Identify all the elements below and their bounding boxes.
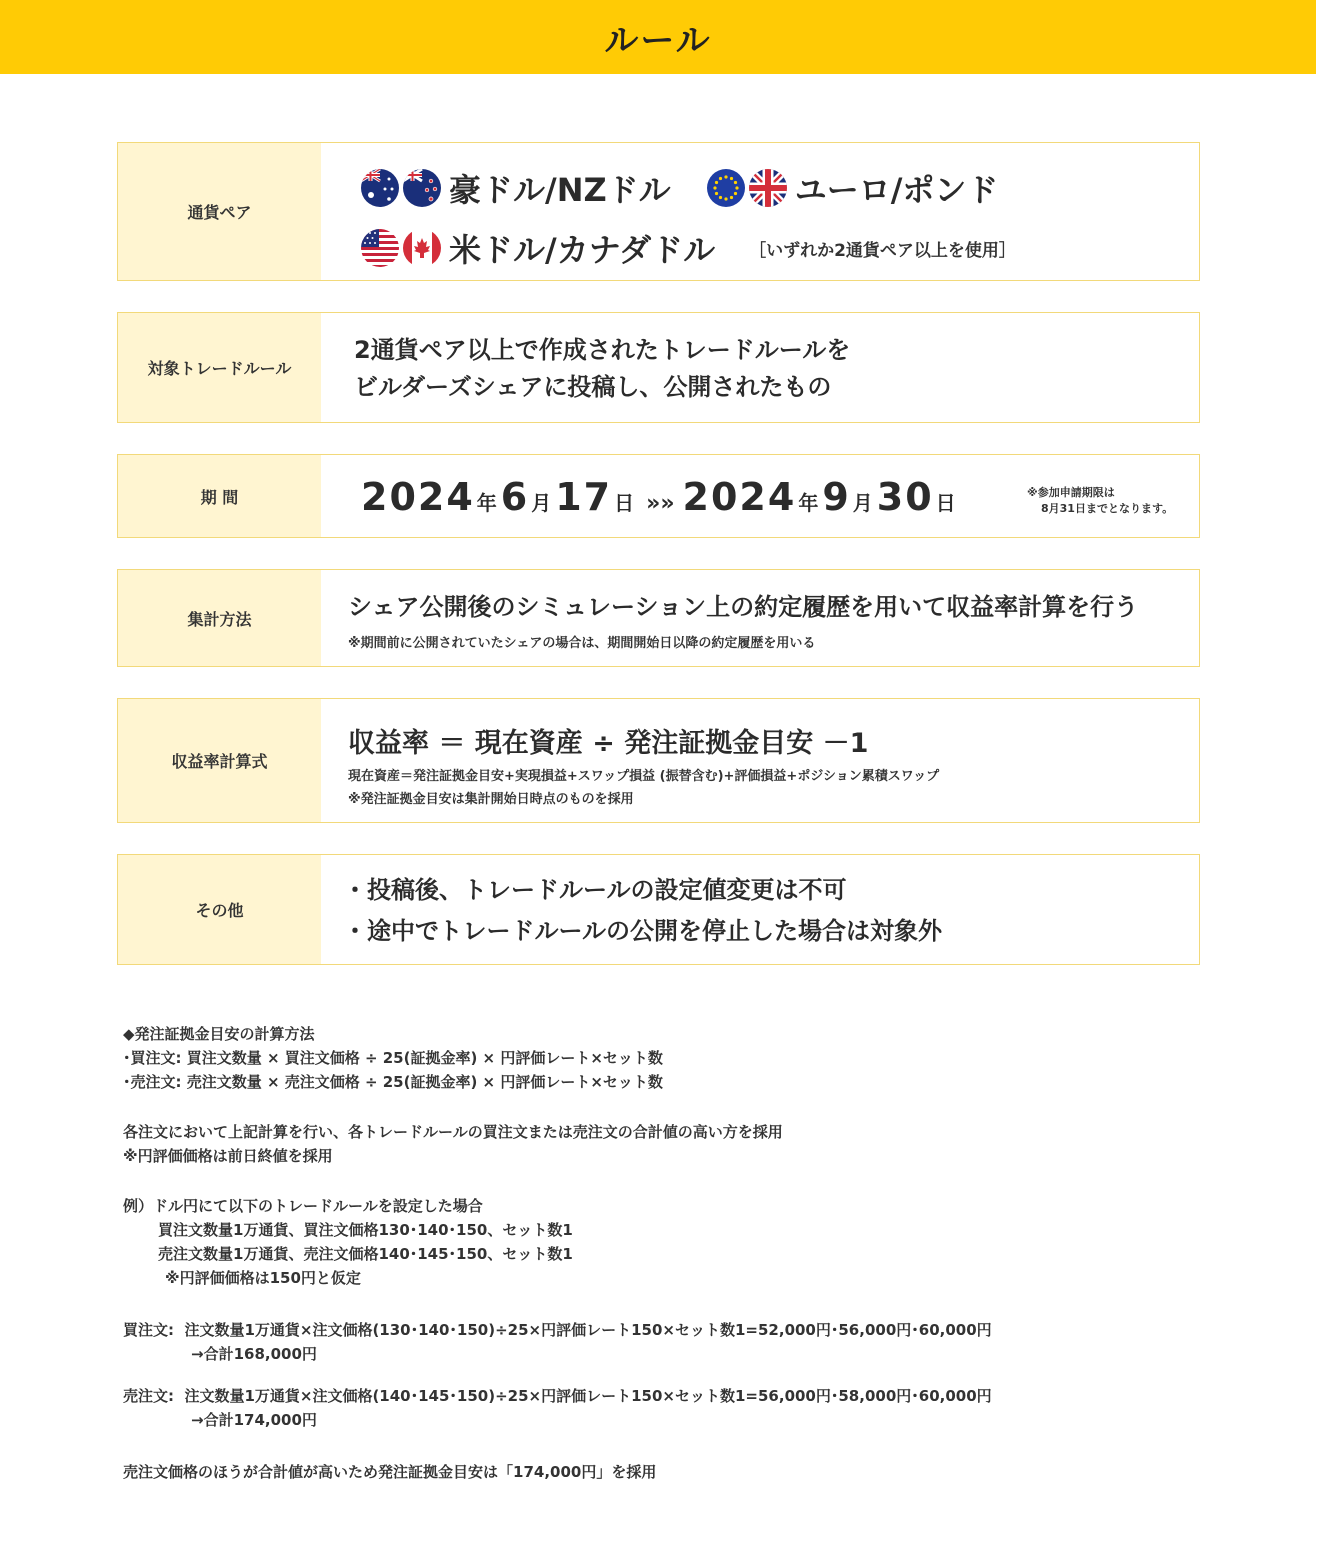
notes-heading: ◆発注証拠金目安の計算方法 <box>123 1025 315 1043</box>
rule-row-formula <box>117 698 1200 823</box>
period-note-2: 8月31日までとなります。 <box>1041 502 1174 515</box>
formula-main: 収益率 ＝ 現在資産 ÷ 発注証拠金目安 －1 <box>348 728 869 759</box>
row-label: 対象トレードルール <box>118 313 321 422</box>
page-title: ルール <box>604 20 712 61</box>
notes-line: 例）ドル円にて以下のトレードルールを設定した場合 <box>123 1197 483 1215</box>
page-header <box>0 0 1316 74</box>
notes-line: →合計174,000円 <box>191 1411 317 1429</box>
notes-line: ※円評価価格は150円と仮定 <box>165 1269 361 1287</box>
period-arrow-icon: »» <box>646 491 675 516</box>
row-content <box>321 143 1199 280</box>
row-content <box>321 570 1199 666</box>
row-label: 期 間 <box>118 455 321 537</box>
rule-row-aggregation <box>117 569 1200 667</box>
row-content <box>321 455 1199 537</box>
calculation-notes <box>123 1022 1203 1484</box>
row-content <box>321 855 1199 964</box>
target-line-2: ビルダーズシェアに投稿し、公開されたもの <box>354 373 832 401</box>
notes-line: →合計168,000円 <box>191 1345 317 1363</box>
rule-row-other <box>117 854 1200 965</box>
eu-flag-icon <box>707 169 745 207</box>
notes-line: ･買注文: 買注文数量 × 買注文価格 ÷ 25(証拠金率) × 円評価レート×セット数 <box>123 1049 663 1067</box>
unit-day: 日 <box>614 491 635 515</box>
pair-aud-nzd: 豪ドル/NZドル <box>449 171 671 209</box>
formula-note-1: 現在資産＝発注証拠金目安+実現損益+スワップ損益 (振替含む)+評価損益+ポジション累積スワップ <box>348 769 940 784</box>
canada-flag-icon <box>403 229 441 267</box>
formula-note-2: ※発注証拠金目安は集計開始日時点のものを採用 <box>348 792 634 807</box>
period-note-1: ※参加申請期限は <box>1027 486 1115 499</box>
notes-line: 買注文数量1万通貨、買注文価格130･140･150、セット数1 <box>158 1221 573 1239</box>
pair-usd-cad: 米ドル/カナダドル <box>449 231 716 269</box>
start-month: 6 <box>500 475 530 519</box>
unit-year: 年 <box>476 491 497 515</box>
new-zealand-flag-icon <box>403 169 441 207</box>
row-label: その他 <box>118 855 321 964</box>
notes-line: 売注文数量1万通貨、売注文価格140･145･150、セット数1 <box>158 1245 573 1263</box>
notes-line: 売注文: 注文数量1万通貨×注文価格(140･145･150)÷25×円評価レート150×セット数1=56,000円･58,000円･60,000円 <box>123 1387 992 1405</box>
pair-eur-gbp: ユーロ/ポンド <box>794 171 999 209</box>
end-year: 2024 <box>682 475 797 519</box>
rule-row-period <box>117 454 1200 538</box>
unit-year: 年 <box>798 491 819 515</box>
row-label: 収益率計算式 <box>118 699 321 822</box>
unit-month: 月 <box>531 491 552 515</box>
start-day: 17 <box>555 475 613 519</box>
unit-month: 月 <box>852 491 873 515</box>
unit-day: 日 <box>935 491 956 515</box>
usa-flag-icon <box>361 229 399 267</box>
notes-line: 売注文価格のほうが合計値が高いため発注証拠金目安は「174,000円」を採用 <box>123 1463 657 1481</box>
aggregation-note: ※期間前に公開されていたシェアの場合は、期間開始日以降の約定履歴を用いる <box>348 636 816 651</box>
aggregation-main: シェア公開後のシミュレーション上の約定履歴を用いて収益率計算を行う <box>348 593 1139 621</box>
notes-line: ※円評価価格は前日終値を採用 <box>123 1147 333 1165</box>
row-content <box>321 313 1199 422</box>
uk-flag-icon <box>749 169 787 207</box>
notes-line: 買注文: 注文数量1万通貨×注文価格(130･140･150)÷25×円評価レート150×セット数1=52,000円･56,000円･60,000円 <box>123 1321 992 1339</box>
other-line-2: ・途中でトレードルールの公開を停止した場合は対象外 <box>343 917 943 945</box>
notes-line: 各注文において上記計算を行い、各トレードルールの買注文または売注文の合計値の高い方を採用 <box>123 1123 783 1141</box>
end-month: 9 <box>822 475 851 519</box>
rule-row-target <box>117 312 1200 423</box>
rule-row-currency <box>117 142 1200 281</box>
australia-flag-icon <box>361 169 399 207</box>
pair-note: ［いずれか2通貨ペア以上を使用］ <box>749 240 1016 261</box>
row-label: 通貨ペア <box>118 143 321 280</box>
target-line-1: 2通貨ペア以上で作成されたトレードルールを <box>354 336 851 364</box>
row-label: 集計方法 <box>118 570 321 666</box>
other-line-1: ・投稿後、トレードルールの設定値変更は不可 <box>343 876 847 904</box>
notes-line: ･売注文: 売注文数量 × 売注文価格 ÷ 25(証拠金率) × 円評価レート×セット数 <box>123 1073 663 1091</box>
row-content <box>321 699 1199 822</box>
end-day: 30 <box>876 475 934 519</box>
start-year: 2024 <box>361 475 475 519</box>
